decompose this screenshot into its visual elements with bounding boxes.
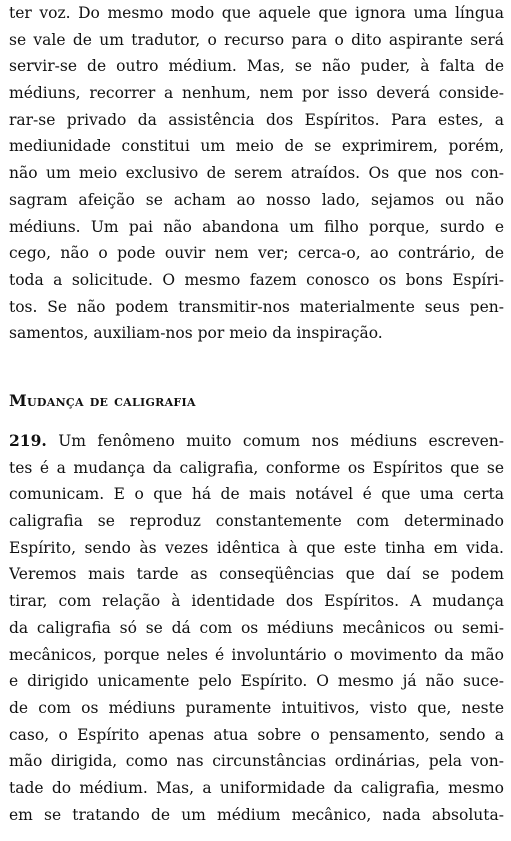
text-line: mão dirigida, como nas circunstâncias ordinárias, pela von-	[9, 752, 504, 771]
text-line: não um meio exclusivo de serem atraídos. Os que nos con-	[9, 164, 504, 183]
text-line: ter voz. Do mesmo modo que aquele que ignora uma língua	[9, 4, 504, 22]
text-line: toda a solicitude. O mesmo fazem conosco os bons Espíri-	[9, 270, 504, 289]
text-line: cego, não o pode ouvir nem ver; cerca-o, ao contrário, de	[9, 244, 504, 263]
text-line: caso, o Espírito apenas atua sobre o pensamento, sendo a	[9, 725, 504, 744]
text-line: da caligrafia só se dá com os médiuns mecânicos ou semi-	[9, 618, 504, 637]
text-line: servir-se de outro médium. Mas, se não puder, à falta de	[9, 57, 504, 76]
paragraph-number: 219.	[9, 431, 47, 450]
text-line: tade do médium. Mas, a uniformidade da caligrafia, mesmo	[9, 778, 504, 797]
text-line: tirar, com relação à identidade dos Espíritos. A mudança	[9, 592, 504, 611]
text-line: médiuns, recorrer a nenhum, nem por isso deverá conside-	[9, 84, 504, 103]
text-line: tos. Se não podem transmitir-nos materialmente seus pen-	[9, 297, 504, 316]
text-line: rar-se privado da assistência dos Espíritos. Para estes, a	[9, 110, 504, 129]
section-heading: Mudança de caligrafia	[9, 391, 196, 410]
text-run: Um fenômeno muito comum nos médiuns escreven-	[46, 432, 504, 450]
text-line: comunicam. E o que há de mais notável é que uma certa	[9, 485, 504, 504]
text-line: médiuns. Um pai não abandona um filho porque, surdo e	[9, 217, 504, 236]
text-line: mecânicos, porque neles é involuntário o movimento da mão	[9, 645, 504, 664]
text-line: Espírito, sendo às vezes idêntica à que este tinha em vida.	[9, 538, 504, 557]
text-line: sagram afeição se acham ao nosso lado, sejamos ou não	[9, 190, 504, 209]
text-line: Veremos mais tarde as conseqüências que daí se podem	[9, 565, 504, 584]
paragraph-219	[9, 428, 504, 828]
text-line: caligrafia se reproduz constantemente com determinado	[9, 512, 504, 531]
text-line: samentos, auxiliam-nos por meio da inspiração.	[9, 324, 383, 343]
text-line: tes é a mudança da caligrafia, conforme os Espíritos que se	[9, 458, 504, 477]
text-line: em se tratando de um médium mecânico, nada absoluta-	[9, 805, 504, 824]
text-line: de com os médiuns puramente intuitivos, visto que, neste	[9, 698, 504, 717]
text-line: mediunidade constitui um meio de se exprimirem, porém,	[9, 137, 504, 156]
text-line: se vale de um tradutor, o recurso para o dito aspirante será	[9, 30, 504, 49]
paragraph-continuation	[9, 0, 504, 347]
text-line-numbered	[9, 428, 504, 455]
text-line: e dirigido unicamente pelo Espírito. O mesmo já não suce-	[9, 672, 504, 691]
